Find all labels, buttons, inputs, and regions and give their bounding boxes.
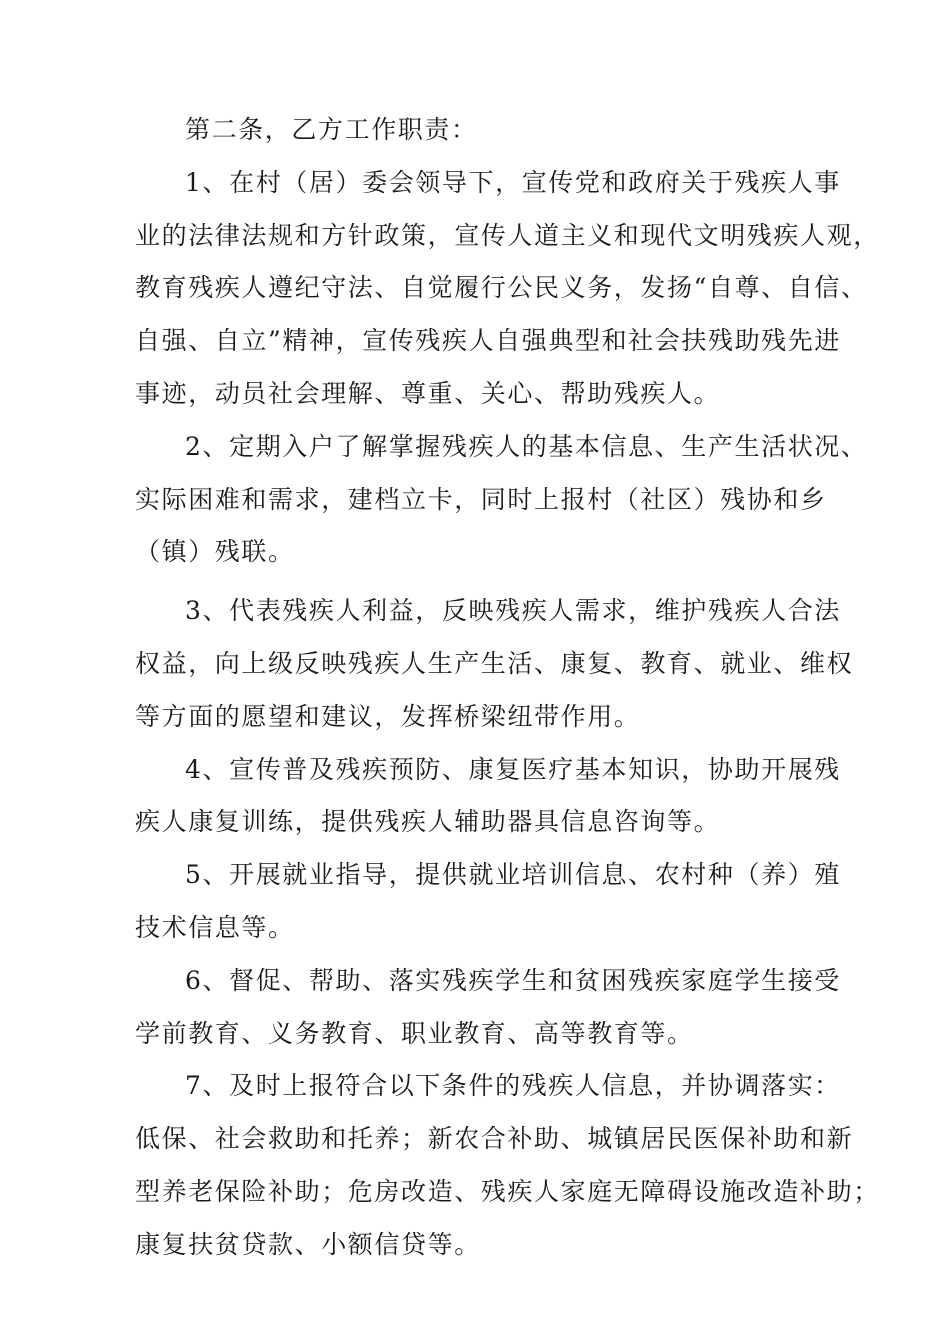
duty-6-line-1: 6、督促、帮助、落实残疾学生和贫困残疾家庭学生接受 [185, 965, 841, 995]
duty-3-line-2: 权益，向上级反映残疾人生产生活、康复、教育、就业、维权 [135, 648, 854, 678]
duty-1-line-4: 自强、自立”精神，宣传残疾人自强典型和社会扶残助残先进 [135, 326, 841, 356]
duty-7-line-2: 低保、社会救助和托养；新农合补助、城镇居民医保补助和新 [135, 1124, 854, 1154]
duty-6-line-2: 学前教育、义务教育、职业教育、高等教育等。 [135, 1018, 694, 1048]
duty-7-line-4: 康复扶贫贷款、小额信贷等。 [135, 1229, 481, 1259]
duty-7-line-3: 型养老保险补助；危房改造、残疾人家庭无障碍设施改造补助； [135, 1176, 880, 1206]
duty-1-line-1: 1、在村（居）委会领导下，宣传党和政府关于残疾人事 [185, 167, 841, 197]
duty-1-line-3: 教育残疾人遵纪守法、自觉履行公民义务，发扬“自尊、自信、 [135, 273, 868, 303]
duty-4-line-1: 4、宣传普及残疾预防、康复医疗基本知识，协助开展残 [185, 754, 841, 784]
duty-2-line-3: （镇）残联。 [135, 537, 295, 567]
article-heading: 第二条，乙方工作职责： [185, 115, 478, 144]
duty-5-line-2: 技术信息等。 [135, 912, 295, 942]
duty-3-line-3: 等方面的愿望和建议，发挥桥梁纽带作用。 [135, 701, 641, 731]
duty-1-line-5: 事迹，动员社会理解、尊重、关心、帮助残疾人。 [135, 378, 721, 408]
article-body [135, 104, 880, 1272]
duty-7-line-1: 7、及时上报符合以下条件的残疾人信息，并协调落实： [185, 1071, 841, 1101]
duty-4-line-2: 疾人康复训练，提供残疾人辅助器具信息咨询等。 [135, 807, 721, 837]
duty-1-line-2: 业的法律法规和方针政策，宣传人道主义和现代文明残疾人观， [135, 220, 880, 250]
duty-2-line-2: 实际困难和需求，建档立卡，同时上报村（社区）残协和乡 [135, 484, 827, 514]
duty-3-line-1: 3、代表残疾人利益，反映残疾人需求，维护残疾人合法 [185, 596, 841, 626]
duty-2-line-1: 2、定期入户了解掌握残疾人的基本信息、生产生活状况、 [185, 431, 868, 461]
duty-5-line-1: 5、开展就业指导，提供就业培训信息、农村种（养）殖 [185, 860, 841, 890]
